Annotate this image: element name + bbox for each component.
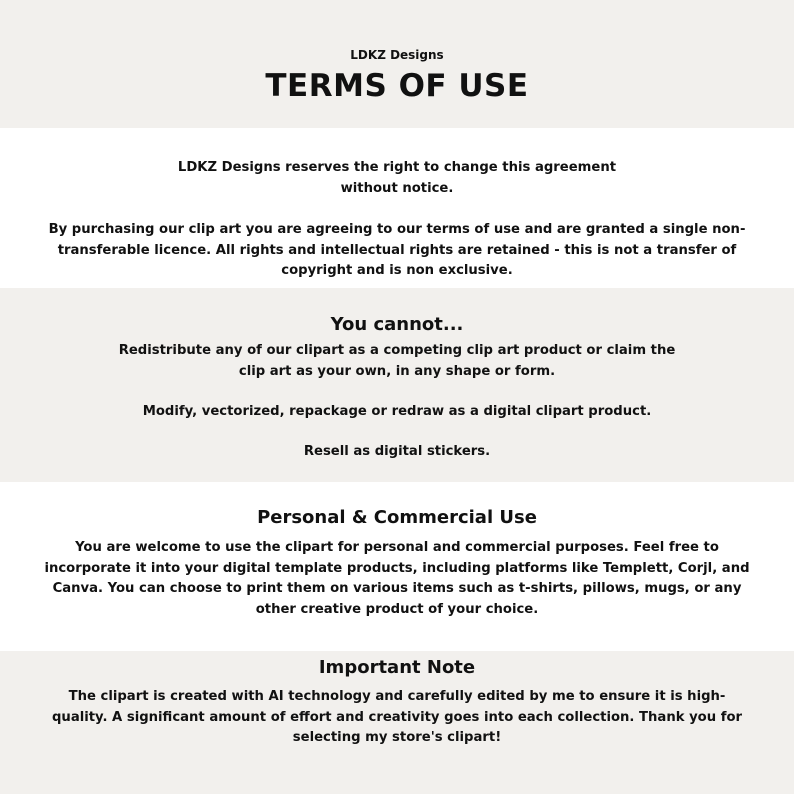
- page-title: TERMS OF USE: [265, 68, 529, 104]
- text-line: The clipart is created with AI technology and carefully edited by me to ensure it is high-: [68, 689, 726, 704]
- licence-paragraph: [0, 220, 794, 282]
- text-line: Canva. You can choose to print them on various items such as t-shirts, pillows, mugs, or any: [52, 581, 742, 596]
- agreement-change-notice: [0, 158, 794, 199]
- you-cannot-section: [0, 288, 794, 482]
- text-line: Redistribute any of our clipart as a competing clip art product or claim the: [118, 343, 676, 358]
- text-line: copyright and is non exclusive.: [281, 263, 513, 278]
- important-note-heading: Important Note: [318, 657, 476, 678]
- text-line: selecting my store's clipart!: [292, 730, 502, 745]
- text-line: clip art as your own, in any shape or form.: [238, 363, 556, 379]
- you-cannot-heading: You cannot...: [330, 314, 464, 335]
- personal-commercial-heading: Personal & Commercial Use: [257, 507, 537, 528]
- text-line: You are welcome to use the clipart for personal and commercial purposes. Feel free to: [75, 540, 719, 555]
- text-line: quality. A significant amount of effort and creativity goes into each collection. Thank you for: [51, 709, 743, 725]
- personal-commercial-section: [0, 482, 794, 651]
- brand-name: LDKZ Designs: [350, 48, 444, 62]
- text-line: LDKZ Designs reserves the right to change this agreement: [177, 160, 617, 175]
- important-note-paragraph: [0, 687, 794, 749]
- modify-rule: Modify, vectorized, repackage or redraw as a digital clipart product.: [142, 404, 652, 419]
- redistribute-rule: [0, 341, 794, 382]
- header-section: [0, 0, 794, 128]
- text-line: transferable licence. All rights and intellectual rights are retained - this is not a transfer of: [57, 242, 737, 258]
- intro-section: [0, 128, 794, 288]
- text-line: without notice.: [340, 180, 454, 196]
- text-line: incorporate it into your digital template products, including platforms like Templett, Corjl, and: [44, 560, 750, 576]
- personal-commercial-paragraph: [0, 538, 794, 620]
- text-line: other creative product of your choice.: [255, 601, 539, 617]
- resell-rule: Resell as digital stickers.: [303, 444, 491, 459]
- text-line: By purchasing our clip art you are agreeing to our terms of use and are granted a single non-: [48, 222, 746, 237]
- important-note-section: [0, 651, 794, 794]
